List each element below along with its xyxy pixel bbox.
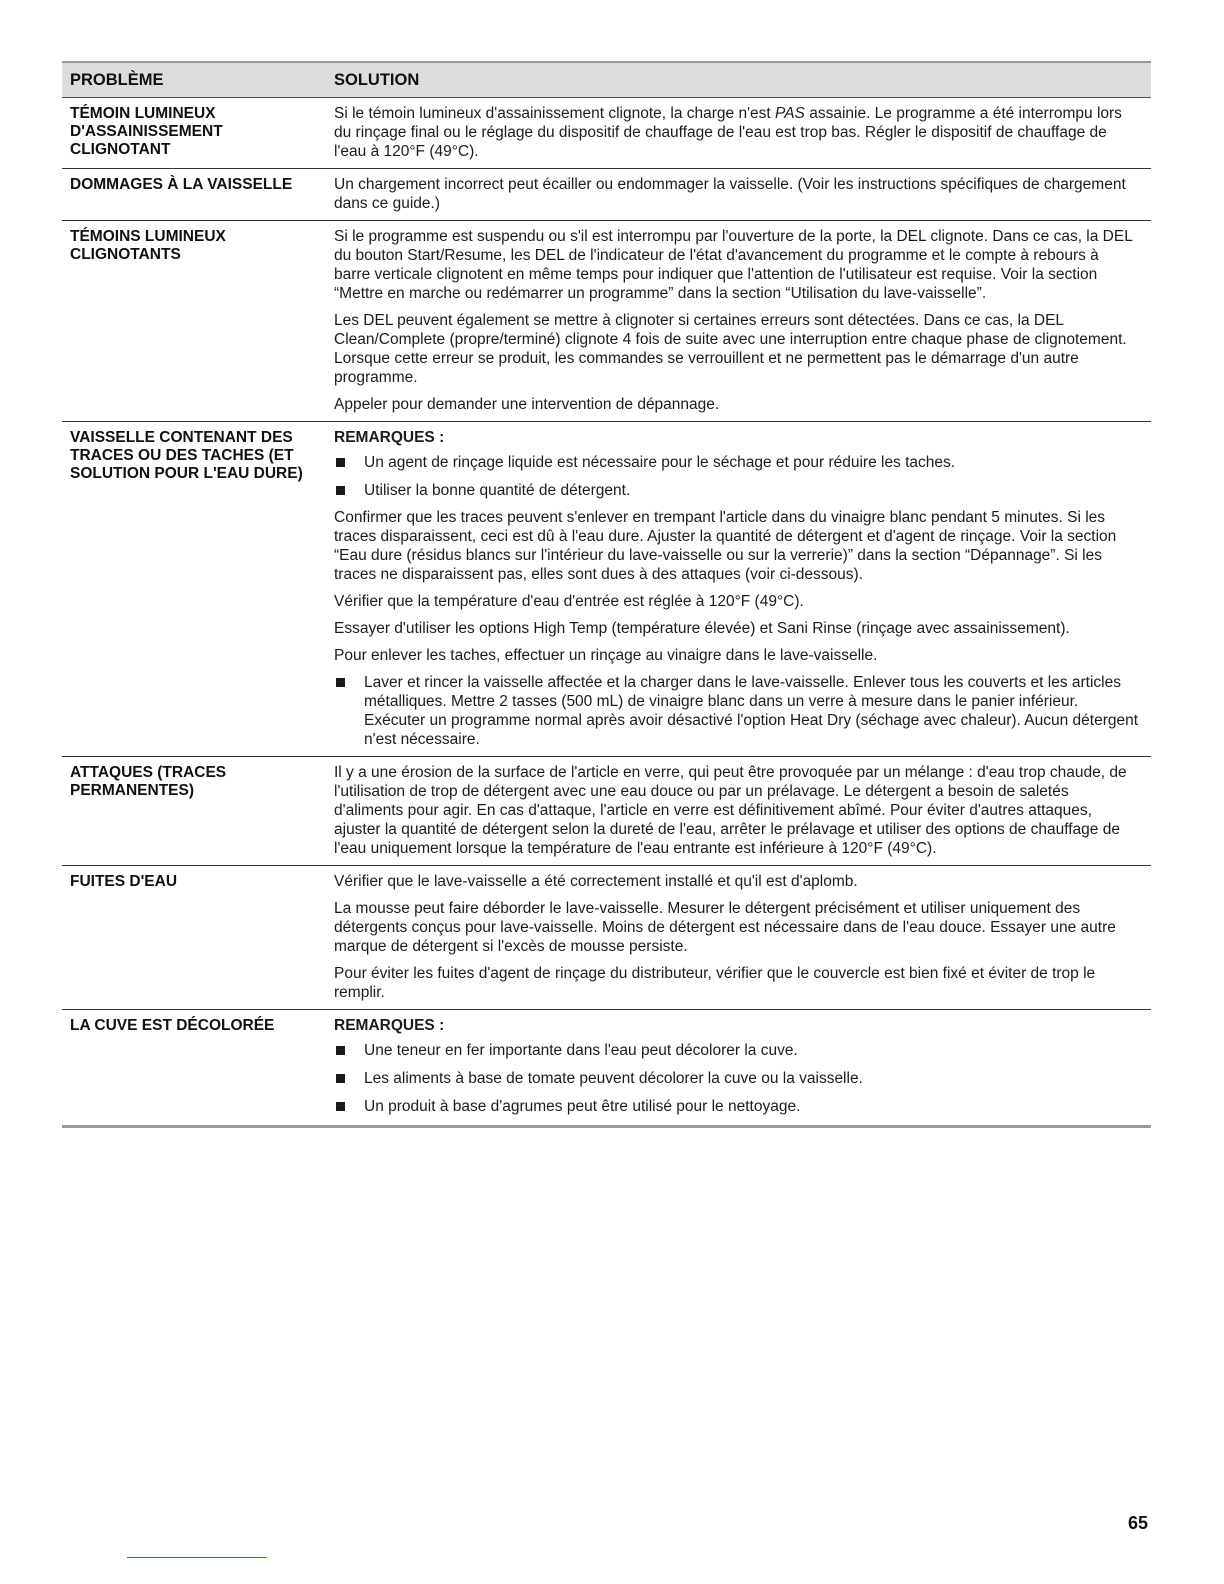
problem-cell: TÉMOIN LUMINEUX D'ASSAINISSEMENT CLIGNOTANT (70, 105, 223, 158)
problem-cell: VAISSELLE CONTENANT DES TRACES OU DES TACHES (ET SOLUTION POUR L'EAU DURE) (70, 429, 303, 482)
solution-cell (326, 1016, 1151, 1120)
emphasis-text: PAS (775, 105, 805, 122)
solution-paragraph: Pour éviter les fuites d'agent de rinçage du distributeur, vérifier que le couvercle est bien fixé et éviter de trop le remplir. (334, 965, 1096, 1001)
header-problem: PROBLÈME (70, 70, 164, 89)
bullet-list (334, 673, 1139, 749)
solution-paragraph: Si le programme est suspendu ou s'il est interrompu par l'ouverture de la porte, la DEL clignote. Dans ce cas, la DEL du bouton Start/Resume, les DEL de l'indicateur de l'état d'avancement du programme et le compte à rebours à barre verticale clignotent en même temps pour indiquer que l'attention de l'utilisateur est requise. Voir la section “Mettre en marche ou redémarrer un programme” dans la section “Utilisation du lave-vaisselle”. (334, 228, 1133, 302)
list-item (334, 1041, 1139, 1060)
solution-paragraph (334, 104, 1139, 161)
troubleshooting-table (62, 61, 1151, 1128)
page-number: 65 (1128, 1513, 1149, 1533)
solution-paragraph: Les DEL peuvent également se mettre à clignoter si certaines erreurs sont détectées. Dans ce cas, la DEL Clean/Complete (propre/terminé) clignote 4 fois de suite avec une interruption entre chaque phase de clignotement. Lorsque cette erreur se produit, les commandes se verrouillent et ne permettent pas le démarrage d'un autre programme. (334, 312, 1127, 386)
bullet-square-icon (336, 1102, 345, 1111)
bullet-square-icon (336, 678, 345, 687)
solution-paragraph: Appeler pour demander une intervention de dépannage. (334, 396, 720, 413)
list-item-text: Laver et rincer la vaisselle affectée et la charger dans le lave-vaisselle. Enlever tous les couverts et les articles métalliques. Mettre 2 tasses (500 mL) de vinaigre blanc dans un verre à mesure dans le panier inférieur. Exécuter un programme normal après avoir désactivé l'option Heat Dry (séchage avec chaleur). Aucun détergent n'est nécessaire. (364, 674, 1139, 748)
bullet-square-icon (336, 486, 345, 495)
problem-cell: TÉMOINS LUMINEUX CLIGNOTANTS (70, 228, 226, 263)
table-row (62, 169, 1151, 221)
solution-cell (326, 104, 1151, 163)
list-item (334, 481, 1139, 500)
bullet-square-icon (336, 1046, 345, 1055)
list-item (334, 453, 1139, 472)
solution-paragraph: La mousse peut faire déborder le lave-vaisselle. Mesurer le détergent précisément et utiliser uniquement des détergents conçus pour lave-vaisselle. Moins de détergent est nécessaire dans de l'eau douce. Essayer une autre marque de détergent si l'excès de mousse persiste. (334, 900, 1116, 955)
list-item (334, 673, 1139, 749)
table-row (62, 866, 1151, 1010)
solution-cell (326, 763, 1151, 860)
remarks-label: REMARQUES : (334, 1017, 445, 1034)
problem-cell: DOMMAGES À LA VAISSELLE (70, 176, 293, 193)
solution-paragraph: Vérifier que la température d'eau d'entrée est réglée à 120°F (49°C). (334, 593, 804, 610)
solution-paragraph: Essayer d'utiliser les options High Temp (température élevée) et Sani Rinse (rinçage avec assainissement). (334, 620, 1070, 637)
list-item-text: Un produit à base d'agrumes peut être utilisé pour le nettoyage. (364, 1098, 801, 1115)
solution-cell (326, 227, 1151, 416)
list-item-text: Un agent de rinçage liquide est nécessaire pour le séchage et pour réduire les taches. (364, 454, 956, 471)
table-row (62, 98, 1151, 169)
solution-paragraph: Il y a une érosion de la surface de l'article en verre, qui peut être provoquée par un mélange : d'eau trop chaude, de l'utilisation de trop de détergent avec une eau douce ou par un prélavage. Le détergent a besoin de saletés d'aliments pour agir. En cas d'attaque, l'article en verre est définitivement abîmé. Pour éviter d'autres attaques, ajuster la quantité de détergent selon la dureté de l'eau, arrêter le prélavage et utiliser des options de chauffage de l'eau uniquement lorsque la température de l'eau entrante est inférieure à 120°F (49°C). (334, 764, 1127, 857)
table-row (62, 1010, 1151, 1125)
solution-cell (326, 175, 1151, 215)
bullet-square-icon (336, 1074, 345, 1083)
list-item (334, 1069, 1139, 1088)
problem-cell: ATTAQUES (TRACES PERMANENTES) (70, 764, 227, 799)
bullet-list (334, 453, 1139, 500)
list-item (334, 1097, 1139, 1116)
remarks-label: REMARQUES : (334, 429, 445, 446)
text-span: assainie. Le programme a été interrompu lors du rinçage final ou le réglage du dispositif de chauffage de l'eau est trop bas. Régler le dispositif de chauffage de l'eau à 120°F (49°C). (334, 105, 1122, 160)
bullet-list (334, 1041, 1139, 1116)
list-item-text: Les aliments à base de tomate peuvent décolorer la cuve ou la vaisselle. (364, 1070, 863, 1087)
solution-paragraph: Vérifier que le lave-vaisselle a été correctement installé et qu'il est d'aplomb. (334, 873, 858, 890)
solution-cell (326, 872, 1151, 1004)
solution-paragraph: Un chargement incorrect peut écailler ou endommager la vaisselle. (Voir les instructions spécifiques de chargement dans ce guide.) (334, 176, 1126, 212)
bullet-square-icon (336, 458, 345, 467)
table-row (62, 757, 1151, 866)
table-row (62, 422, 1151, 757)
table-header (62, 63, 1151, 98)
problem-cell: LA CUVE EST DÉCOLORÉE (70, 1017, 275, 1034)
list-item-text: Utiliser la bonne quantité de détergent. (364, 482, 631, 499)
list-item-text: Une teneur en fer importante dans l'eau peut décolorer la cuve. (364, 1042, 798, 1059)
solution-paragraph: Confirmer que les traces peuvent s'enlever en trempant l'article dans du vinaigre blanc pendant 5 minutes. Si les traces disparaissent, ceci est dû à l'eau dure. Ajuster la quantité de détergent et d'agent de rinçage. Voir la section “Eau dure (résidus blancs sur l'intérieur du lave-vaisselle ou sur la verrerie)” dans la section “Dépannage”. Si les traces ne disparaissent pas, elles sont dues à des attaques (voir ci-dessous). (334, 509, 1117, 583)
solution-paragraph: Pour enlever les taches, effectuer un rinçage au vinaigre dans le lave-vaisselle. (334, 647, 878, 664)
text-span: Si le témoin lumineux d'assainissement clignote, la charge n'est (334, 105, 776, 122)
problem-cell: FUITES D'EAU (70, 873, 178, 890)
solution-cell (326, 428, 1151, 751)
table-row (62, 221, 1151, 422)
footer-rule (127, 1557, 267, 1558)
header-solution: SOLUTION (334, 70, 420, 89)
